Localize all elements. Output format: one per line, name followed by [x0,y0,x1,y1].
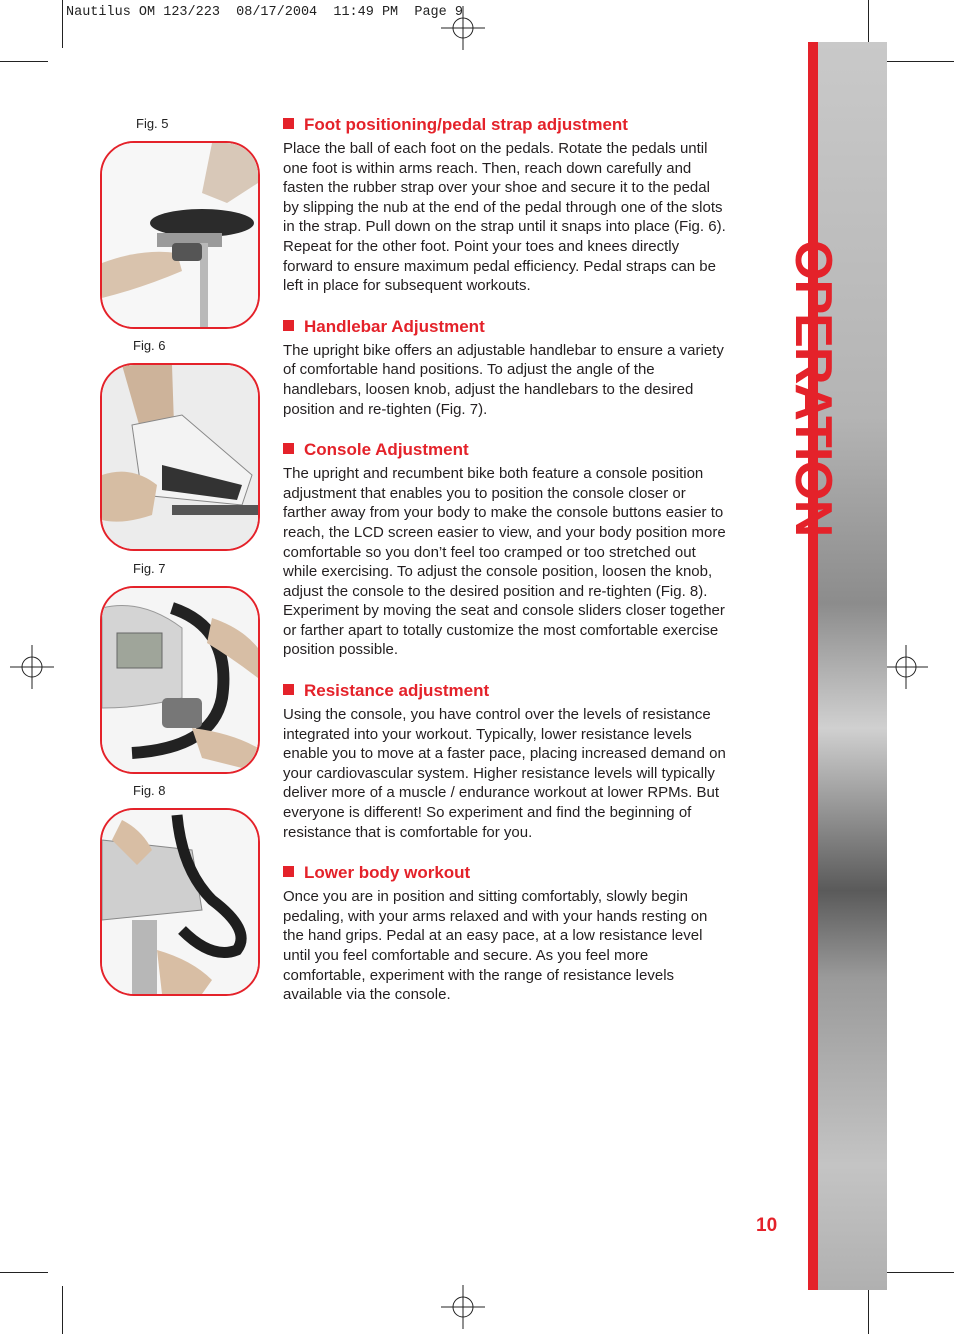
section-heading [283,316,729,337]
section-body: Once you are in position and sitting comfortably, slowly begin pedaling, with your arms relaxed and with your hands resting on the hand grips. Pedal at an easy pace, at a low resistance level until you feel comfortable and secure. As you feel more comfortable, experiment with the range of resistance levels available via the console. [283,888,708,1004]
section-body: The upright and recumbent bike both feature a console position adjustment that enables you to position the console closer or farther away from your body to make the console buttons easier to reach, the LCD screen easier to view, and your body position more comfortable so you don’t feel too cramped or too stretched out while exercising. To adjust the console position, loosen the knob, adjust the console to the desired position and re-tighten (Fig. 8). Experiment by moving the seat and console sliders closer together or farther apart to totally customize the most comfortable exercise position possible. [283,465,726,659]
figure-handlebar-knob [100,586,260,774]
section-side-title: OPERATION [784,240,842,537]
section-heading [283,862,729,883]
square-bullet-icon [283,866,294,877]
instructions-column [283,114,729,1025]
section-resistance-adjustment [283,680,729,842]
registration-mark-icon [10,645,54,689]
figure-pedal-strap [100,363,260,551]
section-console-adjustment [283,439,729,660]
seat-adjustment-photo-icon [102,143,258,327]
section-heading [283,114,729,135]
crop-mark [62,0,63,48]
console-adjustment-photo-icon [102,810,258,994]
handlebar-knob-photo-icon [102,588,258,772]
section-body: Using the console, you have control over the levels of resistance integrated into your workout. Typically, lower resistance levels enable you to move at a faster pace, placing increased demand on your cardiovascular system. Higher resistance levels will typically deliver more of a muscle / endurance workout at lower RPMs. But everyone is different! So experiment and find the beginning of resistance that is comfortable for you. [283,706,726,841]
registration-mark-icon [441,6,485,50]
side-photo-band [818,42,887,1290]
registration-mark-icon [441,1285,485,1329]
figure-seat-adjustment [100,141,260,329]
heading-text: Resistance adjustment [304,681,490,701]
figure-console-adjustment [100,808,260,996]
heading-text: Console Adjustment [304,440,469,460]
square-bullet-icon [283,443,294,454]
heading-text: Handlebar Adjustment [304,316,485,336]
crop-mark [0,61,48,62]
section-body: The upright bike offers an adjustable handlebar to ensure a variety of comfortable hand positions. To adjust the angle of the handlebars, loosen knob, adjust the handlebars to the desired position and re-tighten (Fig. 7). [283,341,724,418]
figure-label: Fig. 6 [133,338,166,353]
registration-mark-icon [884,645,928,689]
section-lower-body-workout [283,862,729,1005]
section-body: Place the ball of each foot on the pedals. Rotate the pedals until one foot is within arms reach. Then, reach down carefully and fasten the rubber strap over your shoe and secure it to the pedal by slipping the nub at the end of the pedal through one of the slots in the strap. Pull down on the strap until it snaps into place (Fig. 6). Repeat for the other foot. Point your toes and knees directly forward to ensure maximum pedal efficiency. Pedal straps can be left in place for subsequent workouts. [283,140,726,295]
crop-mark [868,1286,869,1334]
figure-label: Fig. 5 [136,116,169,131]
section-heading [283,680,729,701]
pedal-strap-photo-icon [102,365,258,549]
crop-mark [882,61,954,62]
crop-mark [62,1286,63,1334]
square-bullet-icon [283,684,294,695]
section-heading [283,439,729,460]
side-red-bar [808,42,818,1290]
crop-mark [882,1272,954,1273]
figure-label: Fig. 8 [133,783,166,798]
page-number: 10 [756,1215,778,1236]
figure-label: Fig. 7 [133,561,166,576]
square-bullet-icon [283,320,294,331]
section-foot-positioning [283,114,729,296]
square-bullet-icon [283,118,294,129]
section-handlebar-adjustment [283,316,729,419]
crop-mark [868,0,869,48]
print-slug: Nautilus OM 123/223 08/17/2004 11:49 PM Page 9 [66,5,463,20]
heading-text: Lower body workout [304,863,471,883]
heading-text: Foot positioning/pedal strap adjustment [304,115,628,134]
crop-mark [0,1272,48,1273]
